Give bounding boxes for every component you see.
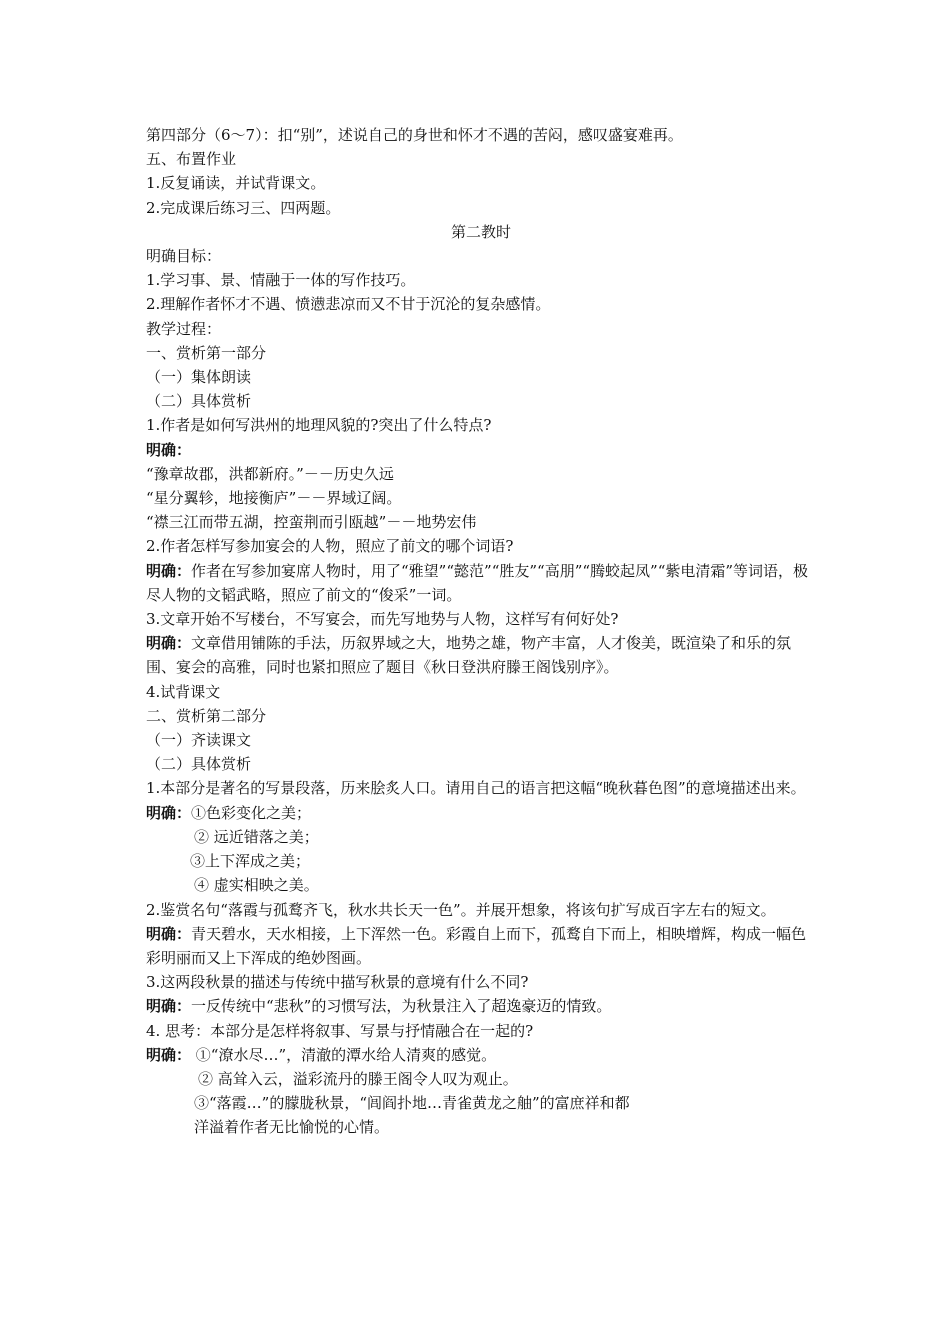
line-text: 1.反复诵读，并试背课文。	[146, 174, 326, 193]
line-text: ①色彩变化之美；	[191, 803, 312, 822]
line-text: 4.试背课文	[146, 682, 221, 701]
text-line	[146, 341, 816, 365]
line-text: “襟三江而带五湖，控蛮荆而引瓯越”－－地势宏伟	[146, 513, 477, 532]
line-text: 二、赏析第二部分	[146, 706, 267, 725]
line-text: 一反传统中“悲秋”的习惯写法，为秋景注入了超逸豪迈的情致。	[191, 997, 612, 1016]
line-text: ② 高耸入云，溢彩流丹的滕王阁令人叹为观止。	[198, 1069, 518, 1088]
text-line	[146, 196, 816, 220]
line-text: ② 远近错落之美；	[194, 827, 319, 846]
text-line	[146, 994, 816, 1018]
text-line	[146, 776, 816, 800]
line-text: 文章借用铺陈的手法，历叙界域之大，地势之雄，物产丰富，人才俊美，既渲染了和乐的氛围、宴会的高雅，同时也紧扣照应了题目《秋日登洪府滕王阁饯别序》。	[146, 634, 792, 677]
text-line	[146, 510, 816, 534]
text-line	[146, 1091, 816, 1115]
line-text: 第二教时	[450, 222, 511, 241]
text-line	[146, 486, 816, 510]
text-line	[146, 292, 816, 316]
line-text: 青天碧水，天水相接，上下浑然一色。彩霞自上而下，孤鹜自下而上，相映增辉，构成一幅色彩明丽而又上下浑成的绝妙图画。	[146, 924, 807, 967]
text-line	[146, 147, 816, 171]
text-line	[146, 752, 816, 776]
text-line	[146, 1043, 816, 1067]
line-text: 洋溢着作者无比愉悦的心情。	[194, 1118, 390, 1137]
answer-label: 明确：	[146, 997, 192, 1016]
text-line	[146, 268, 816, 292]
line-text: 4. 思考：本部分是怎样将叙事、写景与抒情融合在一起的?	[146, 1021, 534, 1040]
text-line	[146, 922, 816, 970]
answer-label: 明确：	[146, 803, 192, 822]
line-text: 3.这两段秋景的描述与传统中描写秋景的意境有什么不同?	[146, 973, 529, 992]
text-line	[146, 801, 816, 825]
text-line	[146, 389, 816, 413]
line-text: 第四部分（6～7）：扣“别”，述说自己的身世和怀才不遇的苦闷，感叹盛宴难再。	[146, 126, 683, 144]
line-text: ③上下浑成之美；	[190, 852, 311, 871]
answer-label: 明确：	[146, 561, 192, 580]
text-line	[146, 728, 816, 752]
line-text: ①“潦水尽…”，清澈的潭水给人清爽的感觉。	[191, 1045, 497, 1064]
text-line	[146, 317, 816, 341]
text-line	[146, 631, 816, 679]
line-text: 2.完成课后练习三、四两题。	[146, 198, 341, 217]
text-line	[146, 244, 816, 268]
text-line	[146, 123, 816, 147]
line-text: ③“落霞…”的朦胧秋景，“闾阎扑地…青雀黄龙之舳”的富庶祥和都	[194, 1094, 630, 1113]
text-line	[146, 438, 816, 462]
line-text: 五、布置作业	[146, 150, 237, 169]
line-text: 一、赏析第一部分	[146, 343, 267, 362]
text-line	[146, 970, 816, 994]
line-text: “豫章故郡，洪都新府。”－－历史久远	[146, 464, 394, 483]
text-line	[146, 171, 816, 195]
answer-label: 明确：	[146, 924, 192, 943]
line-text: ④ 虚实相映之美。	[194, 876, 319, 895]
document-body	[146, 123, 816, 1140]
text-line	[146, 898, 816, 922]
text-line	[146, 534, 816, 558]
answer-label: 明确：	[146, 440, 192, 459]
text-line	[146, 462, 816, 486]
line-text: 明确目标：	[146, 247, 222, 266]
line-text: （二）具体赏析	[146, 755, 252, 774]
text-line	[146, 1115, 816, 1139]
text-line	[146, 413, 816, 437]
line-text: “星分翼轸，地接衡庐”－－界域辽阔。	[146, 489, 402, 508]
answer-label: 明确：	[146, 1045, 192, 1064]
text-line	[146, 873, 816, 897]
line-text: （二）具体赏析	[146, 392, 252, 411]
line-text: （一）集体朗读	[146, 368, 252, 387]
line-text: 1.作者是如何写洪州的地理风貌的?突出了什么特点?	[146, 416, 492, 435]
answer-label: 明确：	[146, 634, 192, 653]
text-line	[146, 1019, 816, 1043]
text-line	[146, 607, 816, 631]
text-line	[146, 825, 816, 849]
text-line	[146, 680, 816, 704]
line-text: 3.文章开始不写楼台，不写宴会，而先写地势与人物，这样写有何好处?	[146, 610, 619, 629]
line-text: 1.本部分是著名的写景段落，历来脍炙人口。请用自己的语言把这幅“晚秋暮色图”的意境描述出来。	[146, 779, 806, 798]
line-text: 2.作者怎样写参加宴会的人物，照应了前文的哪个词语?	[146, 537, 514, 556]
line-text: 1.学习事、景、情融于一体的写作技巧。	[146, 271, 416, 290]
text-line	[146, 365, 816, 389]
line-text: 作者在写参加宴席人物时，用了“雅望”“懿范”“胜友”“高朋”“腾蛟起凤”“紫电清霜”等词语，极尽人物的文韬武略，照应了前文的“俊采”一词。	[146, 561, 809, 604]
text-line	[146, 559, 816, 607]
line-text: 教学过程：	[146, 319, 222, 338]
text-line	[146, 704, 816, 728]
line-text: 2.理解作者怀才不遇、愤懑悲凉而又不甘于沉沦的复杂感情。	[146, 295, 551, 314]
line-text: 2.鉴赏名句“落霞与孤鹜齐飞，秋水共长天一色”。并展开想象，将该句扩写成百字左右的短文。	[146, 900, 776, 919]
section-heading	[146, 220, 816, 244]
text-line	[146, 1067, 816, 1091]
text-line	[146, 849, 816, 873]
line-text: （一）齐读课文	[146, 731, 252, 750]
